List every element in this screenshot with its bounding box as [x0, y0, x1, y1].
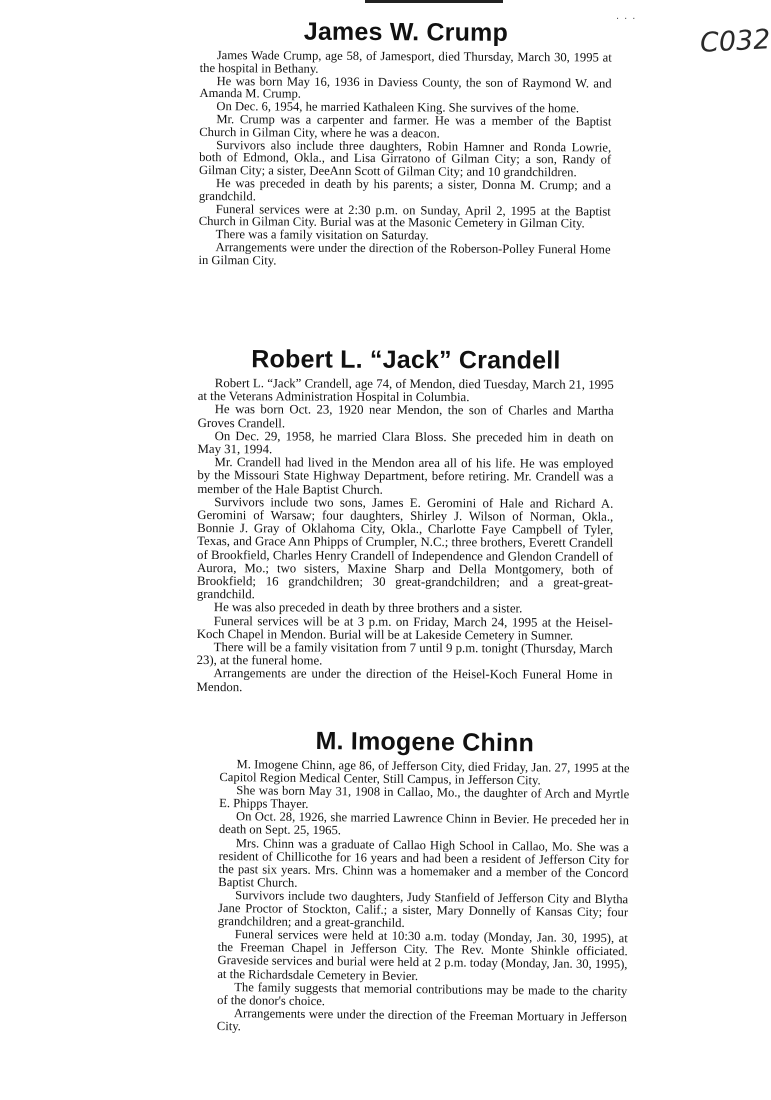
- obituary-heading: James W. Crump: [303, 17, 509, 47]
- obituary-paragraph: Mrs. Chinn was a graduate of Callao High School in Callao, Mo. She was a resident of Chillicothe for 16 years and had been a resident of Jefferson City for the past six years. Mrs. Chinn was a homemaker and a member of the Concord Baptist Church.: [218, 835, 629, 890]
- obituary-paragraph: There was a family visitation on Saturday.: [215, 227, 429, 243]
- obituary-paragraph: He was preceded in death by his parents; a sister, Donna M. Crump; and a grandchild.: [198, 176, 612, 204]
- obituary-paragraph: He was born Oct. 23, 1920 near Mendon, the son of Charles and Martha Groves Crandell.: [197, 402, 614, 430]
- obituary-paragraph: Survivors also include three daughters, Robin Hamner and Ronda Lowrie, both of Edmond, Okla., and Lisa Girratono of Gilman City; a son, Randy of Gilman City; a sister, DeeAnn Scott of Gilman City; and 10 grandchildren.: [199, 137, 612, 180]
- obituary-paragraph: Arrangements were under the direction of the Roberson-Polley Funeral Home in Gilman City.: [198, 240, 611, 268]
- obituary-paragraph: James Wade Crump, age 58, of Jamesport, died Thursday, March 30, 1995 at the hospital in Bethany.: [199, 48, 612, 76]
- obituary-paragraph: She was born May 31, 1908 in Callao, Mo., the daughter of Arch and Myrtle E. Phipps Thayer.: [219, 783, 630, 812]
- obituary-paragraph: M. Imogene Chinn, age 86, of Jefferson City, died Friday, Jan. 27, 1995 at the Capitol Region Medical Center, Still Campus, in Jefferson City.: [219, 757, 630, 788]
- obituary-heading: M. Imogene Chinn: [315, 727, 535, 758]
- obituary-paragraph: Arrangements were under the direction of the Freeman Mortuary in Jefferson City.: [216, 1005, 628, 1034]
- obituary-paragraph: There will be a family visitation from 7 until 9 p.m. tonight (Thursday, March 23), at the funeral home.: [196, 640, 613, 668]
- obituary-paragraph: He was also preceded in death by three brothers and a sister.: [213, 600, 523, 616]
- obituary-paragraph: Funeral services were at 2:30 p.m. on Sunday, April 2, 1995 at the Baptist Church in Gilman City. Burial was at the Masonic Cemetery in Gilman City.: [198, 201, 611, 231]
- obituary-paragraph: On Dec. 6, 1954, he married Kathaleen King. She survives of the home.: [216, 99, 580, 116]
- obituary-robert-crandell: [196, 343, 614, 696]
- obituary-paragraph: He was born May 16, 1936 in Daviess County, the son of Raymond W. and Amanda M. Crump.: [199, 73, 612, 102]
- obituary-paragraph: On Dec. 29, 1958, he married Clara Bloss. She preceded him in death on May 31, 1994.: [197, 428, 614, 457]
- obituary-paragraph: Funeral services will be at 3 p.m. on Friday, March 24, 1995 at the Heisel-Koch Chapel in Mendon. Burial will be at Lakeside Cemetery in Sumner.: [196, 613, 613, 643]
- obituary-paragraph: Mr. Crandell had lived in the Mendon area all of his life. He was employed by the Missouri State Highway Department, before retiring. Mr. Crandell was a member of the Hale Baptist Church.: [197, 455, 614, 497]
- reference-code: C032: [699, 24, 771, 59]
- obituary-imogene-chinn: [217, 724, 630, 1037]
- obituary-paragraph: Funeral services were held at 10:30 a.m. today (Monday, Jan. 30, 1995), at the Freeman Chapel in Jefferson City. The Rev. Monte Shinkle officiated. Graveside services and burial were held at 2 p.m. today (Monday, Jan. 30, 1995), at the Richardsdale Cemetery in Bevier.: [217, 927, 628, 983]
- obituary-james-crump: [198, 15, 612, 269]
- obituary-paragraph: Survivors include two daughters, Judy Stanfield of Jefferson City and Blytha Jane Proctor of Stockton, Calif.; a sister, Mary Donnelly of Kansas City; four grandchildren; and a great-granchild.: [217, 888, 629, 931]
- corner-marks: . . .: [616, 10, 637, 22]
- obituary-paragraph: Survivors include two sons, James E. Geromini of Hale and Richard A. Geromini of Warsaw; four daughters, Shirley J. Wilson of Norman, Okla., Bonnie J. Gray of Oklahoma City, Okla., Charlotte Faye Campbell of Tyler, Texas, and Grace Ann Phipps of Crumpler, N.C.; three brothers, Everett Crandell of Brookfield, Charles Henry Crandell of Independence and Glendon Crandell of Aurora, Mo.; two sisters, Maxine Sharp and Della Montgomery, both of Brookfield; 16 grandchildren; 30 great-grandchildren; and a great-great-grandchild.: [196, 494, 614, 602]
- obituary-paragraph: Mr. Crump was a carpenter and farmer. He was a member of the Baptist Church in Gilman City, where he was a deacon.: [199, 112, 612, 141]
- obituary-heading: Robert L. “Jack” Crandell: [251, 345, 561, 375]
- obituary-paragraph: On Oct. 28, 1926, she married Lawrence Chinn in Bevier. He preceded her in death on Sept. 25, 1965.: [218, 809, 630, 838]
- obituary-paragraph: Arrangements are under the direction of the Heisel-Koch Funeral Home in Mendon.: [196, 666, 613, 694]
- top-edge-rule: [365, 0, 503, 3]
- obituary-paragraph: The family suggests that memorial contributions may be made to the charity of the donor's choice.: [217, 979, 628, 1008]
- obituary-paragraph: Robert L. “Jack” Crandell, age 74, of Mendon, died Tuesday, March 21, 1995 at the Veterans Administration Hospital in Columbia.: [197, 376, 614, 405]
